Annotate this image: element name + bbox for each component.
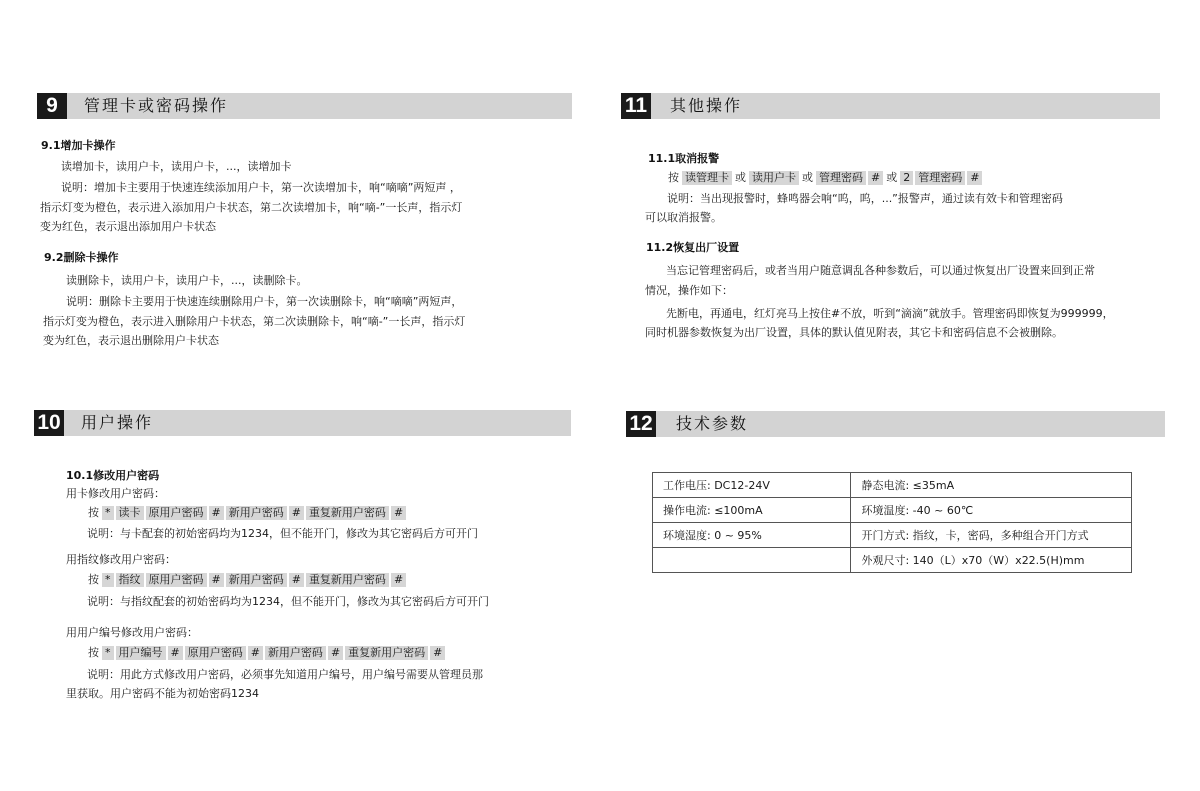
key-chip: # bbox=[168, 646, 183, 660]
s9-1-line-1: 读增加卡，读用户卡，读用户卡，...，读增加卡 bbox=[61, 160, 292, 173]
section-12-number: 12 bbox=[626, 411, 656, 437]
s9-1-line-2: 说明：增加卡主要用于快速连续添加用户卡，第一次读增加卡，响“嘀嘀”两短声 ， bbox=[61, 181, 461, 194]
key-chip: # bbox=[430, 646, 445, 660]
user-id-key-sequence bbox=[87, 645, 447, 660]
key-chip: 新用户密码 bbox=[226, 573, 287, 587]
or-label: 或 bbox=[802, 171, 813, 184]
key-admin-password: 管理密码 bbox=[915, 171, 965, 185]
subsection-11-1-heading: 11.1取消报警 bbox=[648, 152, 720, 165]
key-chip: * bbox=[102, 646, 114, 660]
key-chip: # bbox=[209, 573, 224, 587]
reset-line-3: 先断电，再通电，红灯亮马上按住#不放，听到“滴滴”就放手。管理密码即恢复为999999， bbox=[666, 307, 1114, 320]
key-chip: 指纹 bbox=[116, 573, 144, 587]
key-2: 2 bbox=[900, 171, 913, 185]
or-label: 或 bbox=[886, 171, 898, 184]
key-chip: 原用户密码 bbox=[146, 573, 207, 587]
section-10-title: 用户操作 bbox=[81, 413, 154, 432]
s9-2-line-1: 读删除卡，读用户卡，读用户卡，...，读删除卡。 bbox=[66, 274, 308, 287]
reset-line-1: 当忘记管理密码后，或者当用户随意调乱各种参数后，可以通过恢复出厂设置来回到正常 bbox=[666, 264, 1095, 277]
key-chip: 新用户密码 bbox=[226, 506, 287, 520]
user-id-method-label: 用用户编号修改用户密码： bbox=[66, 626, 198, 639]
key-chip: 原用户密码 bbox=[146, 506, 207, 520]
key-chip: 原用户密码 bbox=[185, 646, 246, 660]
key-chip: 用户编号 bbox=[116, 646, 166, 660]
table-row bbox=[653, 473, 1132, 498]
cancel-alarm-note-line-2: 可以取消报警。 bbox=[645, 211, 722, 224]
s9-1-line-3: 指示灯变为橙色，表示进入添加用户卡状态，第二次读增加卡，响“嘀-”一长声，指示灯 bbox=[40, 201, 463, 214]
section-9-title: 管理卡或密码操作 bbox=[84, 96, 229, 115]
table-cell: 操作电流: ≤100mA bbox=[653, 498, 851, 523]
key-chip: 读卡 bbox=[116, 506, 144, 520]
card-method-note: 说明：与卡配套的初始密码均为1234，但不能开门，修改为其它密码后方可开门 bbox=[87, 527, 478, 540]
key-read-user-card: 读用户卡 bbox=[749, 171, 799, 185]
table-row bbox=[653, 498, 1132, 523]
fingerprint-method-note: 说明：与指纹配套的初始密码均为1234，但不能开门，修改为其它密码后方可开门 bbox=[87, 595, 489, 608]
user-id-note-line-2: 里获取。用户密码不能为初始密码1234 bbox=[66, 687, 259, 700]
table-cell: 静态电流: ≤35mA bbox=[851, 473, 1132, 498]
key-chip: # bbox=[248, 646, 263, 660]
key-hash: # bbox=[967, 171, 982, 185]
key-chip: # bbox=[328, 646, 343, 660]
table-cell: 工作电压: DC12-24V bbox=[653, 473, 851, 498]
or-label: 或 bbox=[735, 171, 746, 184]
s9-1-line-4: 变为红色，表示退出添加用户卡状态 bbox=[40, 220, 216, 233]
key-chip: 重复新用户密码 bbox=[345, 646, 428, 660]
table-row bbox=[653, 523, 1132, 548]
press-label: 按 bbox=[668, 171, 679, 184]
press-label: 按 bbox=[88, 646, 99, 659]
table-cell: 环境湿度: 0 ~ 95% bbox=[653, 523, 851, 548]
section-9-number: 9 bbox=[37, 93, 67, 119]
table-row bbox=[653, 548, 1132, 573]
s9-2-line-3: 指示灯变为橙色，表示进入删除用户卡状态，第二次读删除卡，响“嘀-”一长声，指示灯 bbox=[43, 315, 466, 328]
press-label: 按 bbox=[88, 506, 99, 519]
subsection-11-2-heading: 11.2恢复出厂设置 bbox=[646, 241, 740, 254]
key-chip: * bbox=[102, 506, 114, 520]
table-cell: 开门方式: 指纹，卡，密码，多种组合开门方式 bbox=[851, 523, 1132, 548]
key-chip: 重复新用户密码 bbox=[306, 506, 389, 520]
card-key-sequence bbox=[87, 505, 408, 520]
key-chip: # bbox=[391, 506, 406, 520]
key-hash: # bbox=[868, 171, 883, 185]
subsection-10-1-heading: 10.1修改用户密码 bbox=[66, 469, 160, 482]
key-chip: # bbox=[209, 506, 224, 520]
subsection-9-2-heading: 9.2删除卡操作 bbox=[44, 251, 119, 264]
s9-2-line-4: 变为红色，表示退出删除用户卡状态 bbox=[43, 334, 219, 347]
key-chip: # bbox=[289, 506, 304, 520]
cancel-alarm-key-sequence bbox=[667, 170, 984, 185]
key-chip: # bbox=[391, 573, 406, 587]
fingerprint-key-sequence bbox=[87, 572, 408, 587]
section-11-title: 其他操作 bbox=[670, 96, 743, 115]
key-read-admin-card: 读管理卡 bbox=[682, 171, 732, 185]
section-12-title: 技术参数 bbox=[676, 414, 749, 433]
table-cell: 环境温度: -40 ~ 60℃ bbox=[851, 498, 1132, 523]
press-label: 按 bbox=[88, 573, 99, 586]
cancel-alarm-note-line-1: 说明：当出现报警时，蜂鸣器会响“呜，呜，...”报警声，通过读有效卡和管理密码 bbox=[667, 192, 1063, 205]
key-chip: 新用户密码 bbox=[265, 646, 326, 660]
key-chip: 重复新用户密码 bbox=[306, 573, 389, 587]
key-admin-password: 管理密码 bbox=[816, 171, 866, 185]
table-cell: 外观尺寸: 140（L）x70（W）x22.5(H)mm bbox=[851, 548, 1132, 573]
reset-line-2: 情况，操作如下： bbox=[645, 284, 733, 297]
card-method-label: 用卡修改用户密码： bbox=[66, 487, 165, 500]
key-chip: * bbox=[102, 573, 114, 587]
fingerprint-method-label: 用指纹修改用户密码： bbox=[66, 553, 176, 566]
table-cell bbox=[653, 548, 851, 573]
user-id-note-line-1: 说明：用此方式修改用户密码，必须事先知道用户编号，用户编号需要从管理员那 bbox=[87, 668, 483, 681]
reset-line-4: 同时机器参数恢复为出厂设置，具体的默认值见附表，其它卡和密码信息不会被删除。 bbox=[645, 326, 1063, 339]
key-chip: # bbox=[289, 573, 304, 587]
section-11-number: 11 bbox=[621, 93, 651, 119]
section-10-number: 10 bbox=[34, 410, 64, 436]
tech-spec-table bbox=[652, 472, 1132, 573]
s9-2-line-2: 说明：删除卡主要用于快速连续删除用户卡，第一次读删除卡，响“嘀嘀”两短声， bbox=[66, 295, 463, 308]
subsection-9-1-heading: 9.1增加卡操作 bbox=[41, 139, 116, 152]
